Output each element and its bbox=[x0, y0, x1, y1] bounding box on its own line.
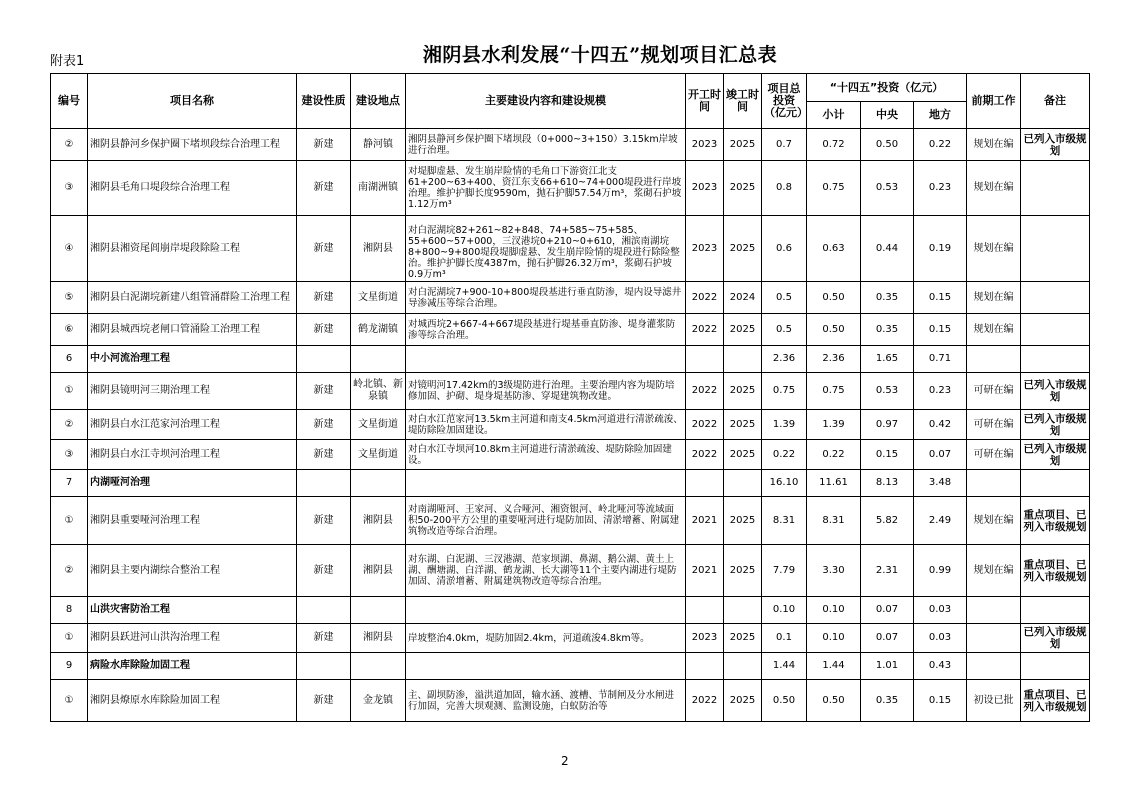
cell-prework bbox=[967, 470, 1021, 497]
cell-prework: 可研在编 bbox=[967, 410, 1021, 440]
cell-subtotal: 0.50 bbox=[807, 282, 861, 314]
cell-local: 2.49 bbox=[914, 497, 967, 545]
cell-prework: 可研在编 bbox=[967, 440, 1021, 470]
table-row bbox=[51, 314, 1090, 346]
cell-content-text: 对南湖哑河、王家河、义合哑河、湘资银河、岭北哑河等流域面积50-200平方公里的重要哑河进行堤防加固、清淤增蓄、附属建筑物改造等综合治理。 bbox=[408, 504, 680, 537]
cell-note bbox=[1021, 653, 1090, 680]
cell-total: 0.8 bbox=[762, 161, 807, 216]
cell-end: 2025 bbox=[724, 545, 762, 597]
category-row bbox=[51, 653, 1090, 680]
cell-location bbox=[351, 470, 406, 497]
cell-prework bbox=[967, 346, 1021, 373]
cell-name: 湘阴县白水江范家河治理工程 bbox=[88, 410, 297, 440]
cell-location: 文星街道 bbox=[351, 410, 406, 440]
cell-content bbox=[406, 282, 686, 314]
cell-total: 1.39 bbox=[762, 410, 807, 440]
category-row bbox=[51, 346, 1090, 373]
cell-subtotal: 0.63 bbox=[807, 216, 861, 282]
cell-start: 2022 bbox=[686, 282, 724, 314]
cell-start bbox=[686, 597, 724, 624]
col-header-subtotal: 小计 bbox=[807, 102, 861, 129]
table-row bbox=[51, 680, 1090, 722]
cell-name: 湘阴县跃进河山洪沟治理工程 bbox=[88, 624, 297, 653]
col-header-prework: 前期工作 bbox=[967, 74, 1021, 129]
cell-nature bbox=[297, 653, 351, 680]
cell-no: ③ bbox=[51, 161, 88, 216]
cell-no: ④ bbox=[51, 216, 88, 282]
cell-start bbox=[686, 653, 724, 680]
cell-content-text: 岸坡整治4.0km，堤防加固2.4km，河道疏浚4.8km等。 bbox=[408, 632, 650, 644]
cell-nature: 新建 bbox=[297, 545, 351, 597]
cell-content bbox=[406, 373, 686, 410]
cell-content bbox=[406, 440, 686, 470]
cell-subtotal: 0.50 bbox=[807, 680, 861, 722]
cell-name: 中小河流治理工程 bbox=[88, 346, 297, 373]
col-header-central: 中央 bbox=[861, 102, 914, 129]
cell-central: 0.15 bbox=[861, 440, 914, 470]
cell-end bbox=[724, 346, 762, 373]
cell-prework: 规划在编 bbox=[967, 314, 1021, 346]
cell-content bbox=[406, 497, 686, 545]
cell-name: 湘阴县湘资尾闾崩岸堤段除险工程 bbox=[88, 216, 297, 282]
cell-name: 山洪灾害防治工程 bbox=[88, 597, 297, 624]
cell-start: 2022 bbox=[686, 373, 724, 410]
cell-start: 2023 bbox=[686, 129, 724, 161]
cell-prework: 规划在编 bbox=[967, 545, 1021, 597]
cell-central: 1.65 bbox=[861, 346, 914, 373]
cell-total: 8.31 bbox=[762, 497, 807, 545]
cell-central: 0.35 bbox=[861, 314, 914, 346]
cell-location: 湘阴县 bbox=[351, 624, 406, 653]
cell-total: 16.10 bbox=[762, 470, 807, 497]
cell-content bbox=[406, 161, 686, 216]
cell-subtotal: 0.75 bbox=[807, 373, 861, 410]
col-header-local: 地方 bbox=[914, 102, 967, 129]
cell-local: 0.07 bbox=[914, 440, 967, 470]
cell-central: 0.44 bbox=[861, 216, 914, 282]
cell-central: 0.35 bbox=[861, 282, 914, 314]
cell-prework: 规划在编 bbox=[967, 216, 1021, 282]
cell-no: ③ bbox=[51, 440, 88, 470]
cell-central: 0.07 bbox=[861, 624, 914, 653]
col-header-content: 主要建设内容和建设规模 bbox=[406, 74, 686, 129]
cell-total: 0.1 bbox=[762, 624, 807, 653]
cell-total: 0.7 bbox=[762, 129, 807, 161]
cell-content bbox=[406, 346, 686, 373]
cell-end bbox=[724, 597, 762, 624]
cell-content bbox=[406, 470, 686, 497]
cell-no: ① bbox=[51, 373, 88, 410]
cell-content bbox=[406, 680, 686, 722]
cell-name: 湘阴县静河乡保护圈下堵坝段综合治理工程 bbox=[88, 129, 297, 161]
cell-name: 内湖哑河治理 bbox=[88, 470, 297, 497]
cell-note bbox=[1021, 216, 1090, 282]
cell-location: 文星街道 bbox=[351, 282, 406, 314]
cell-nature: 新建 bbox=[297, 440, 351, 470]
cell-location bbox=[351, 597, 406, 624]
cell-local: 0.03 bbox=[914, 597, 967, 624]
cell-end: 2025 bbox=[724, 129, 762, 161]
cell-end: 2025 bbox=[724, 373, 762, 410]
cell-content-text: 对堤脚虚悬、发生崩岸险情的毛角口下游资江北支61+200~63+400、资江东支66+610~74+000堤段进行岸坡治理。维护护脚长度9590m，抛石护脚57.54万m³，浆砌石护坡1.12万m³ bbox=[408, 166, 682, 210]
cell-note: 已列入市级规划 bbox=[1021, 373, 1090, 410]
cell-location bbox=[351, 653, 406, 680]
cell-location: 静河镇 bbox=[351, 129, 406, 161]
cell-no: 8 bbox=[51, 597, 88, 624]
cell-start: 2022 bbox=[686, 314, 724, 346]
cell-total: 0.6 bbox=[762, 216, 807, 282]
cell-subtotal: 0.50 bbox=[807, 314, 861, 346]
cell-prework: 初设已批 bbox=[967, 680, 1021, 722]
col-header-location: 建设地点 bbox=[351, 74, 406, 129]
col-header-nature: 建设性质 bbox=[297, 74, 351, 129]
cell-no: ⑥ bbox=[51, 314, 88, 346]
table-row bbox=[51, 282, 1090, 314]
cell-prework bbox=[967, 597, 1021, 624]
cell-note bbox=[1021, 597, 1090, 624]
category-row bbox=[51, 470, 1090, 497]
cell-content bbox=[406, 129, 686, 161]
cell-location: 金龙镇 bbox=[351, 680, 406, 722]
cell-prework: 规划在编 bbox=[967, 282, 1021, 314]
cell-content-text: 对城西垸2+667-4+667堤段基进行堤基垂直防渗、堤身灌浆防渗等综合治理。 bbox=[408, 318, 676, 341]
cell-local: 0.42 bbox=[914, 410, 967, 440]
cell-subtotal: 0.22 bbox=[807, 440, 861, 470]
col-header-no: 编号 bbox=[51, 74, 88, 129]
cell-nature: 新建 bbox=[297, 129, 351, 161]
cell-note: 重点项目、已列入市级规划 bbox=[1021, 680, 1090, 722]
cell-name: 湘阴县镜明河三期治理工程 bbox=[88, 373, 297, 410]
cell-content-text: 对白水江范家河13.5km主河道和南支4.5km河道进行清淤疏浚、堤防除险加固建设。 bbox=[408, 413, 683, 436]
cell-subtotal: 0.10 bbox=[807, 597, 861, 624]
cell-local: 0.15 bbox=[914, 282, 967, 314]
cell-total: 0.5 bbox=[762, 314, 807, 346]
cell-local: 0.71 bbox=[914, 346, 967, 373]
table-row bbox=[51, 410, 1090, 440]
cell-subtotal: 1.39 bbox=[807, 410, 861, 440]
cell-nature: 新建 bbox=[297, 373, 351, 410]
cell-note: 已列入市级规划 bbox=[1021, 440, 1090, 470]
cell-prework: 规划在编 bbox=[967, 497, 1021, 545]
cell-total: 0.10 bbox=[762, 597, 807, 624]
cell-total: 0.50 bbox=[762, 680, 807, 722]
cell-local: 0.99 bbox=[914, 545, 967, 597]
cell-content-text: 湘阴县静河乡保护圈下堵坝段（0+000~3+150）3.15km岸坡进行治理。 bbox=[408, 133, 678, 156]
cell-nature: 新建 bbox=[297, 314, 351, 346]
cell-content-text: 对东湖、白泥湖、三汊港湖、范家坝湖、鼻湖、鹅公湖、黄土上湖、酬塘湖、白洋湖、鹤龙湖、长大湖等11个主要内湖进行堤防加固、清淤增蓄、附属建筑物改造等综合治理。 bbox=[408, 554, 677, 587]
cell-content bbox=[406, 216, 686, 282]
cell-total: 0.75 bbox=[762, 373, 807, 410]
cell-name: 湘阴县燎原水库除险加固工程 bbox=[88, 680, 297, 722]
cell-start bbox=[686, 470, 724, 497]
cell-location: 文星街道 bbox=[351, 440, 406, 470]
cell-nature: 新建 bbox=[297, 624, 351, 653]
cell-subtotal: 0.10 bbox=[807, 624, 861, 653]
cell-prework: 可研在编 bbox=[967, 373, 1021, 410]
cell-start: 2022 bbox=[686, 410, 724, 440]
cell-content-text: 对镜明河17.42km的3级堤防进行治理。主要治理内容为堤防培修加固、护砌、堤身堤基防渗、穿堤建筑物改建。 bbox=[408, 380, 675, 402]
cell-location: 湘阴县 bbox=[351, 216, 406, 282]
col-header-name: 项目名称 bbox=[88, 74, 297, 129]
cell-subtotal: 0.72 bbox=[807, 129, 861, 161]
cell-end bbox=[724, 470, 762, 497]
cell-name: 湘阴县城西垸老闸口管涌险工治理工程 bbox=[88, 314, 297, 346]
table-row bbox=[51, 440, 1090, 470]
cell-local: 0.03 bbox=[914, 624, 967, 653]
cell-nature bbox=[297, 346, 351, 373]
cell-central: 0.97 bbox=[861, 410, 914, 440]
cell-note: 重点项目、已列入市级规划 bbox=[1021, 497, 1090, 545]
cell-end: 2025 bbox=[724, 497, 762, 545]
cell-note bbox=[1021, 282, 1090, 314]
cell-no: ① bbox=[51, 680, 88, 722]
table-row bbox=[51, 373, 1090, 410]
cell-name: 湘阴县白水江寺坝河治理工程 bbox=[88, 440, 297, 470]
cell-central: 0.53 bbox=[861, 373, 914, 410]
cell-no: ② bbox=[51, 545, 88, 597]
cell-central: 8.13 bbox=[861, 470, 914, 497]
cell-content bbox=[406, 624, 686, 653]
cell-content bbox=[406, 314, 686, 346]
col-header-end: 竣工时间 bbox=[724, 74, 762, 129]
col-header-plan-group: “十四五”投资（亿元） bbox=[807, 74, 967, 102]
cell-prework bbox=[967, 653, 1021, 680]
attachment-label: 附表1 bbox=[50, 54, 85, 69]
cell-no: ⑤ bbox=[51, 282, 88, 314]
cell-content-text: 对白泥湖垸82+261~82+848、74+585~75+585、55+600~57+000，三汊港垸0+210~0+610，湘滨南湖垸8+800~9+800堤段堤脚虚悬、发生崩岸险情的堤段进行除险整治。维护护脚长度4387m，抛石护脚26.32万m³，浆砌石护坡0.9万m³ bbox=[408, 224, 680, 280]
table-row bbox=[51, 161, 1090, 216]
cell-no: 7 bbox=[51, 470, 88, 497]
cell-nature: 新建 bbox=[297, 216, 351, 282]
cell-end bbox=[724, 653, 762, 680]
cell-subtotal: 11.61 bbox=[807, 470, 861, 497]
table-row bbox=[51, 624, 1090, 653]
cell-nature bbox=[297, 597, 351, 624]
cell-nature: 新建 bbox=[297, 161, 351, 216]
cell-note bbox=[1021, 314, 1090, 346]
cell-nature: 新建 bbox=[297, 680, 351, 722]
cell-total: 2.36 bbox=[762, 346, 807, 373]
col-header-start: 开工时间 bbox=[686, 74, 724, 129]
cell-end: 2025 bbox=[724, 314, 762, 346]
cell-name: 湘阴县主要内湖综合整治工程 bbox=[88, 545, 297, 597]
cell-note: 已列入市级规划 bbox=[1021, 410, 1090, 440]
cell-central: 0.53 bbox=[861, 161, 914, 216]
table-row bbox=[51, 129, 1090, 161]
cell-note bbox=[1021, 346, 1090, 373]
cell-local: 0.23 bbox=[914, 161, 967, 216]
cell-name: 湘阴县白泥湖垸新建八组管涌群险工治理工程 bbox=[88, 282, 297, 314]
cell-content-text: 对白水江寺坝河10.8km主河道进行清淤疏浚、堤防除险加固建设。 bbox=[408, 443, 672, 466]
cell-no: ② bbox=[51, 410, 88, 440]
cell-total: 1.44 bbox=[762, 653, 807, 680]
cell-no: ② bbox=[51, 129, 88, 161]
cell-total: 0.22 bbox=[762, 440, 807, 470]
cell-nature bbox=[297, 470, 351, 497]
cell-name: 湘阴县重要哑河治理工程 bbox=[88, 497, 297, 545]
cell-start bbox=[686, 346, 724, 373]
cell-central: 0.07 bbox=[861, 597, 914, 624]
cell-end: 2025 bbox=[724, 624, 762, 653]
cell-subtotal: 1.44 bbox=[807, 653, 861, 680]
cell-end: 2025 bbox=[724, 161, 762, 216]
cell-start: 2023 bbox=[686, 216, 724, 282]
cell-local: 0.22 bbox=[914, 129, 967, 161]
cell-location: 湘阴县 bbox=[351, 497, 406, 545]
cell-location: 岭北镇、新泉镇 bbox=[351, 373, 406, 410]
cell-subtotal: 3.30 bbox=[807, 545, 861, 597]
cell-central: 2.31 bbox=[861, 545, 914, 597]
cell-total: 7.79 bbox=[762, 545, 807, 597]
cell-location: 鹤龙湖镇 bbox=[351, 314, 406, 346]
cell-start: 2023 bbox=[686, 161, 724, 216]
cell-prework: 规划在编 bbox=[967, 161, 1021, 216]
cell-note: 已列入市级规划 bbox=[1021, 624, 1090, 653]
cell-subtotal: 0.75 bbox=[807, 161, 861, 216]
cell-central: 0.50 bbox=[861, 129, 914, 161]
cell-note: 重点项目、已列入市级规划 bbox=[1021, 545, 1090, 597]
cell-content bbox=[406, 410, 686, 440]
cell-prework bbox=[967, 624, 1021, 653]
cell-content bbox=[406, 597, 686, 624]
cell-local: 0.23 bbox=[914, 373, 967, 410]
cell-local: 0.15 bbox=[914, 314, 967, 346]
cell-local: 0.19 bbox=[914, 216, 967, 282]
cell-name: 病险水库除险加固工程 bbox=[88, 653, 297, 680]
cell-no: 9 bbox=[51, 653, 88, 680]
cell-central: 1.01 bbox=[861, 653, 914, 680]
cell-start: 2021 bbox=[686, 545, 724, 597]
cell-start: 2023 bbox=[686, 624, 724, 653]
cell-note bbox=[1021, 470, 1090, 497]
cell-start: 2022 bbox=[686, 680, 724, 722]
cell-end: 2025 bbox=[724, 216, 762, 282]
cell-end: 2024 bbox=[724, 282, 762, 314]
cell-central: 5.82 bbox=[861, 497, 914, 545]
cell-local: 0.15 bbox=[914, 680, 967, 722]
category-row bbox=[51, 597, 1090, 624]
cell-content bbox=[406, 653, 686, 680]
cell-no: 6 bbox=[51, 346, 88, 373]
cell-subtotal: 2.36 bbox=[807, 346, 861, 373]
table-row bbox=[51, 497, 1090, 545]
cell-end: 2025 bbox=[724, 410, 762, 440]
cell-central: 0.35 bbox=[861, 680, 914, 722]
col-header-note: 备注 bbox=[1021, 74, 1090, 129]
cell-local: 0.43 bbox=[914, 653, 967, 680]
cell-location: 南湖洲镇 bbox=[351, 161, 406, 216]
table-body bbox=[51, 129, 1090, 722]
cell-end: 2025 bbox=[724, 680, 762, 722]
cell-start: 2021 bbox=[686, 497, 724, 545]
cell-prework: 规划在编 bbox=[967, 129, 1021, 161]
cell-content-text: 主、副坝防渗，溢洪道加固，输水涵、渡槽、节制闸及分水闸进行加固，完善大坝观测、监测设施，白蚁防治等 bbox=[408, 689, 675, 712]
cell-local: 3.48 bbox=[914, 470, 967, 497]
cell-nature: 新建 bbox=[297, 497, 351, 545]
cell-no: ① bbox=[51, 497, 88, 545]
cell-name: 湘阴县毛角口堤段综合治理工程 bbox=[88, 161, 297, 216]
page-title: 湘阴县水利发展“十四五”规划项目汇总表 bbox=[422, 44, 778, 66]
table-row bbox=[51, 545, 1090, 597]
cell-content-text: 对白泥湖垸7+900-10+800堤段基进行垂直防渗，堤内设导滤井导渗减压等综合治理。 bbox=[408, 286, 682, 309]
table-row bbox=[51, 216, 1090, 282]
cell-subtotal: 8.31 bbox=[807, 497, 861, 545]
cell-nature: 新建 bbox=[297, 410, 351, 440]
col-header-total: 项目总投资（亿元） bbox=[762, 74, 807, 129]
cell-note bbox=[1021, 161, 1090, 216]
cell-end: 2025 bbox=[724, 440, 762, 470]
cell-content bbox=[406, 545, 686, 597]
cell-start: 2022 bbox=[686, 440, 724, 470]
cell-location bbox=[351, 346, 406, 373]
cell-nature: 新建 bbox=[297, 282, 351, 314]
cell-note: 已列入市级规划 bbox=[1021, 129, 1090, 161]
project-summary-table bbox=[50, 73, 1090, 722]
cell-no: ① bbox=[51, 624, 88, 653]
cell-total: 0.5 bbox=[762, 282, 807, 314]
page-number: 2 bbox=[561, 754, 569, 768]
cell-location: 湘阴县 bbox=[351, 545, 406, 597]
